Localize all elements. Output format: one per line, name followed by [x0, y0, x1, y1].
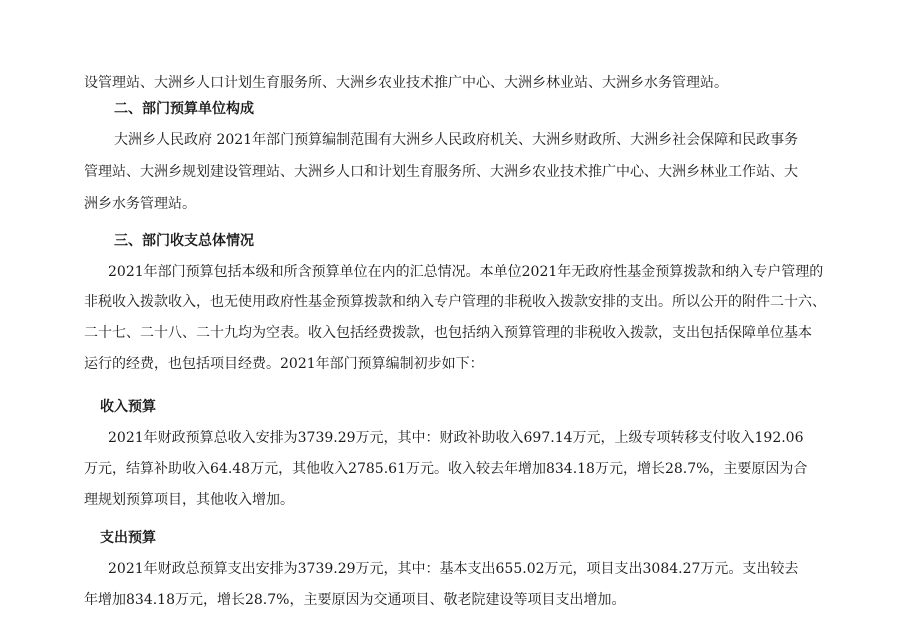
paragraph-line: 洲乡水务管理站。 [84, 196, 196, 212]
paragraph-line: 大洲乡人民政府 2021年部门预算编制范围有大洲乡人民政府机关、大洲乡财政所、大洲乡社会保障和民政事务 [114, 132, 799, 148]
section-heading-unit-composition: 二、部门预算单位构成 [114, 101, 254, 117]
paragraph-line: 2021年部门预算包括本级和所含预算单位在内的汇总情况。本单位2021年无政府性基金预算拨款和纳入专户管理的 [108, 264, 824, 280]
paragraph-line: 理规划预算项目，其他收入增加。 [84, 492, 294, 508]
paragraph-line: 非税收入拨款收入，也无使用政府性基金预算拨款和纳入专户管理的非税收入拨款安排的支出。所以公开的附件二十六、 [84, 294, 826, 310]
subheading-expense-budget: 支出预算 [100, 530, 156, 546]
subheading-income-budget: 收入预算 [100, 399, 156, 415]
intro-tail-line: 设管理站、大洲乡人口计划生育服务所、大洲乡农业技术推广中心、大洲乡林业站、大洲乡水务管理站。 [84, 75, 728, 91]
paragraph-line: 年增加834.18万元，增长28.7%，主要原因为交通项目、敬老院建设等项目支出增加。 [84, 592, 626, 608]
paragraph-line: 2021年财政预算总收入安排为3739.29万元，其中：财政补助收入697.14万元，上级专项转移支付收入192.06 [108, 430, 804, 446]
paragraph-line: 管理站、大洲乡规划建设管理站、大洲乡人口和计划生育服务所、大洲乡农业技术推广中心、大洲乡林业工作站、大 [84, 164, 798, 180]
paragraph-line: 二十七、二十八、二十九均为空表。收入包括经费拨款，也包括纳入预算管理的非税收入拨款，支出包括保障单位基本 [84, 325, 812, 341]
paragraph-line: 2021年财政总预算支出安排为3739.29万元，其中：基本支出655.02万元，项目支出3084.27万元。支出较去 [108, 561, 799, 577]
section-heading-overall-budget: 三、部门收支总体情况 [114, 233, 254, 249]
paragraph-line: 运行的经费，也包括项目经费。2021年部门预算编制初步如下： [84, 356, 484, 372]
paragraph-line: 万元，结算补助收入64.48万元，其他收入2785.61万元。收入较去年增加834.18万元，增长28.7%，主要原因为合 [84, 461, 808, 477]
